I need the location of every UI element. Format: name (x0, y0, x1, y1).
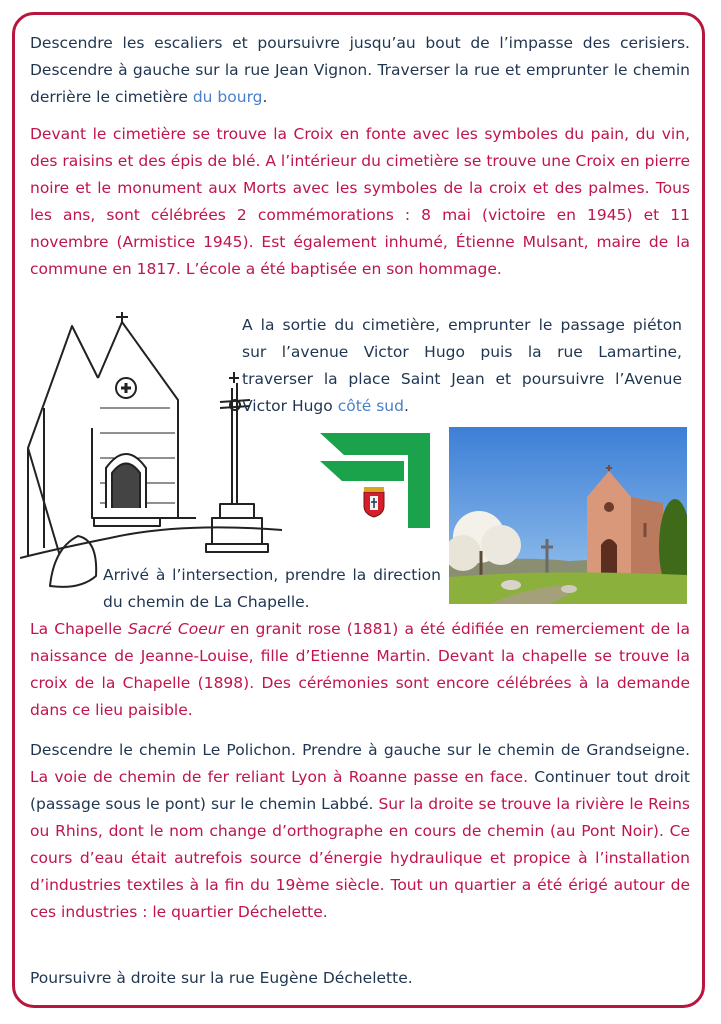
chapel-photo (449, 427, 687, 604)
paragraph-route-cemetery: Descendre les escaliers et poursuivre jusqu’au bout de l’impasse des cerisiers. Descendre à gauche sur la rue Jean Vignon. Traverser la rue et emprunter le chemin derrière le cimetière du bourg. (30, 34, 690, 106)
link-du-bourg[interactable]: du bourg (192, 88, 263, 106)
chapel-name: Sacré Coeur (128, 620, 224, 638)
paragraph-chapel-history: La Chapelle Sacré Coeur en granit rose (1881) a été édifiée en remerciement de la naissance de Jeanne-Louise, fille d’Etienne Martin. Devant la chapelle se trouve la croix de la Chapelle (1898). Des cérémonies sont encore célébrées à la demande dans ce lieu paisible. (30, 620, 690, 719)
paragraph-final-direction: Poursuivre à droite sur la rue Eugène Déchelette. (30, 969, 413, 987)
paragraph-cemetery-history: Devant le cimetière se trouve la Croix en fonte avec les symboles du pain, du vin, des raisins et des épis de blé. A l’intérieur du cimetière se trouve une Croix en pierre noire et le monument aux Morts avec les symboles de la croix et des palmes. Tous les ans, sont célébrées 2 commémorations : 8 mai (victoire en 1945) et 11 novembre (Armistice 1945). Est également inhumé, Étienne Mulsant, maire de la commune en 1817. L’école a été baptisée en son hommage. (30, 125, 690, 278)
link-cote-sud[interactable]: côté sud (337, 397, 404, 415)
paragraph-route-victor-hugo: A la sortie du cimetière, emprunter le passage piéton sur l’avenue Victor Hugo puis la rue Lamartine, traverser la place Saint Jean et poursuivre l’Avenue Victor Hugo côté sud. (242, 316, 682, 415)
paragraph-route-polichon: Descendre le chemin Le Polichon. Prendre à gauche sur le chemin de Grandseigne. La voie de chemin de fer reliant Lyon à Roanne passe en face. Continuer tout droit (passage sous le pont) sur le chemin Labbé. Sur la droite se trouve la rivière le Reins ou Rhins, dont le nom change d’orthographe en cours de chemin (au Pont Noir). Ce cours d’eau était autrefois source d’énergie hydraulique et propice à l’installation d’industries textiles à la fin du 19ème siècle. Tout un quartier a été érigé autour de ces industries : le quartier Déchelette. (30, 741, 690, 921)
paragraph-intersection: Arrivé à l’intersection, prendre la direction du chemin de La Chapelle. (103, 566, 441, 611)
municipal-crest-icon (362, 486, 386, 518)
